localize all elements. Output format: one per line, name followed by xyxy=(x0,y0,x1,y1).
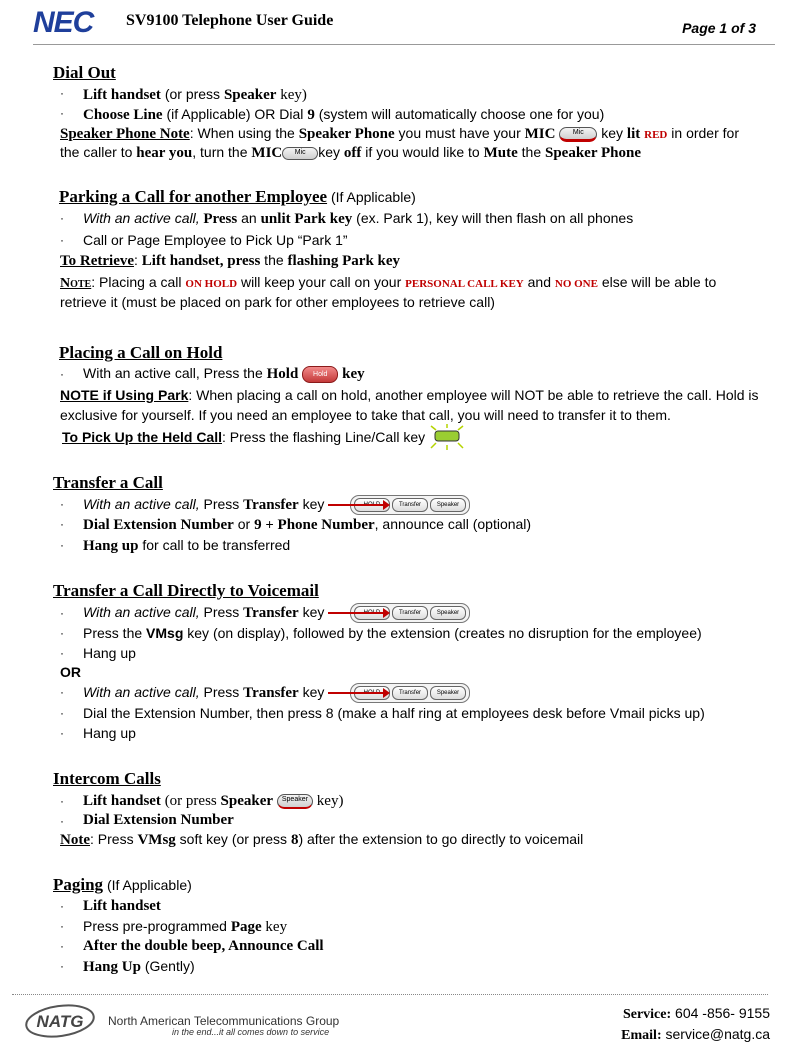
document-title: SV9100 Telephone User Guide xyxy=(126,12,334,29)
voicemail-heading: Transfer a Call Directly to Voicemail xyxy=(53,581,319,600)
parking-note-2: retrieve it (must be placed on park for other employees to retrieve call) xyxy=(60,294,495,310)
hold-key-icon: Hold xyxy=(302,366,338,383)
to-retrieve: To Retrieve: Lift handset, press the flashing Park key xyxy=(60,252,401,269)
intercom-heading: Intercom Calls xyxy=(53,769,161,788)
transfer-item-3: Hang up for call to be transferred xyxy=(83,537,291,554)
bullet: · xyxy=(60,538,64,552)
footer-divider xyxy=(12,994,768,995)
paging-item-4: Hang Up (Gently) xyxy=(83,958,195,975)
voicemail-item-3: Hang up xyxy=(83,645,136,661)
or-label: OR xyxy=(60,664,81,680)
speaker-key-icon: Speaker xyxy=(277,794,313,809)
voicemail-item-6: Hang up xyxy=(83,725,136,741)
parking-note: Note: Placing a call ON HOLD will keep your call on your PERSONAL CALL KEY and NO ONE else will be able to xyxy=(60,274,717,291)
dial-out-heading: Dial Out xyxy=(53,63,116,82)
arrow-icon xyxy=(328,612,384,614)
speaker-key: Speaker xyxy=(430,686,466,700)
bullet: · xyxy=(60,685,64,699)
svg-text:NATG: NATG xyxy=(36,1012,84,1031)
organization-name: North American Telecommunications Group xyxy=(108,1014,340,1028)
bullet: · xyxy=(60,814,64,828)
speaker-phone-note: Speaker Phone Note: When using the Speaker Phone you must have your MIC Mic key lit RED in order for xyxy=(60,125,739,142)
mic-key-icon: Mic xyxy=(282,147,318,160)
bullet: · xyxy=(60,646,64,660)
transfer-item-1: With an active call, Press Transfer key xyxy=(83,496,325,513)
intercom-item-1: Lift handset (or press Speaker Speaker key) xyxy=(83,793,344,809)
tagline: in the end...it all comes down to service xyxy=(172,1027,330,1037)
service-email: Email: service@natg.ca xyxy=(621,1026,770,1043)
voicemail-item-1: With an active call, Press Transfer key xyxy=(83,604,325,621)
transfer-key: Transfer xyxy=(392,606,428,620)
transfer-key: Transfer xyxy=(392,686,428,700)
voicemail-item-4: With an active call, Press Transfer key xyxy=(83,684,325,701)
speaker-key: Speaker xyxy=(430,498,466,512)
voicemail-item-2: Press the VMsg key (on display), followed by the extension (creates no disruption for the employee) xyxy=(83,625,702,641)
bullet: · xyxy=(60,497,64,511)
transfer-item-2: Dial Extension Number or 9 + Phone Number, announce call (optional) xyxy=(83,516,532,533)
bullet: · xyxy=(60,367,64,381)
bullet: · xyxy=(60,606,64,620)
intercom-item-2: Dial Extension Number xyxy=(83,812,234,828)
paging-item-3: After the double beep, Announce Call xyxy=(83,938,324,954)
paging-item-2: Press pre-programmed Page key xyxy=(83,918,288,935)
transfer-heading: Transfer a Call xyxy=(53,473,163,492)
arrow-icon xyxy=(328,692,384,694)
dial-out-item-2: Choose Line (if Applicable) OR Dial 9 (system will automatically choose one for you) xyxy=(83,106,605,123)
parking-item-2: Call or Page Employee to Pick Up “Park 1” xyxy=(83,232,348,248)
dial-out-item-1: Lift handset (or press Speaker key) xyxy=(83,86,307,103)
bullet: · xyxy=(60,626,64,640)
hold-heading: Placing a Call on Hold xyxy=(59,343,223,362)
paging-item-1: Lift handset xyxy=(83,898,161,914)
intercom-note: Note: Press VMsg soft key (or press 8) after the extension to go directly to voicemail xyxy=(60,831,584,848)
bullet: · xyxy=(60,517,64,531)
page-header xyxy=(0,0,808,46)
bullet: · xyxy=(60,706,64,720)
nec-logo: NEC xyxy=(33,6,94,39)
parking-item-1: With an active call, Press an unlit Park key (ex. Park 1), key will then flash on all phones xyxy=(83,210,634,227)
speaker-key: Speaker xyxy=(430,606,466,620)
hold-note-2: exclusive for yourself. If you need an employee to take that call, you will need to transfer it to them. xyxy=(60,407,671,423)
bullet: · xyxy=(60,86,64,100)
natg-logo xyxy=(24,1003,96,1039)
header-divider xyxy=(33,44,775,45)
bullet: · xyxy=(60,726,64,740)
bullet: · xyxy=(60,939,64,953)
bullet: · xyxy=(60,106,64,120)
transfer-key: Transfer xyxy=(392,498,428,512)
paging-heading: Paging (If Applicable) xyxy=(53,875,192,894)
bullet: · xyxy=(60,211,64,225)
page-number: Page 1 of 3 xyxy=(682,20,756,36)
bullet: · xyxy=(60,959,64,973)
pick-up-held-call: To Pick Up the Held Call: Press the flashing Line/Call key xyxy=(62,429,426,445)
bullet: · xyxy=(60,919,64,933)
bullet: · xyxy=(60,794,64,808)
bullet: · xyxy=(60,899,64,913)
voicemail-item-5: Dial the Extension Number, then press 8 (make a half ring at employees desk before Vmail picks up) xyxy=(83,705,705,721)
flashing-line-key-icon xyxy=(427,422,467,452)
parking-heading: Parking a Call for another Employee (If Applicable) xyxy=(59,187,416,206)
arrow-icon xyxy=(328,504,384,506)
speaker-phone-note-2: the caller to hear you, turn the MIC Mic key off if you would like to Mute the Speaker Phone xyxy=(60,144,641,161)
hold-note: NOTE if Using Park: When placing a call on hold, another employee will NOT be able to retrieve the call. Hold is xyxy=(60,387,759,403)
service-phone: Service: 604 -856- 9155 xyxy=(622,1005,770,1022)
mic-key-icon: Mic xyxy=(559,127,597,142)
hold-item-1: With an active call, Press the Hold Hold key xyxy=(83,365,365,382)
bullet: · xyxy=(60,233,64,247)
